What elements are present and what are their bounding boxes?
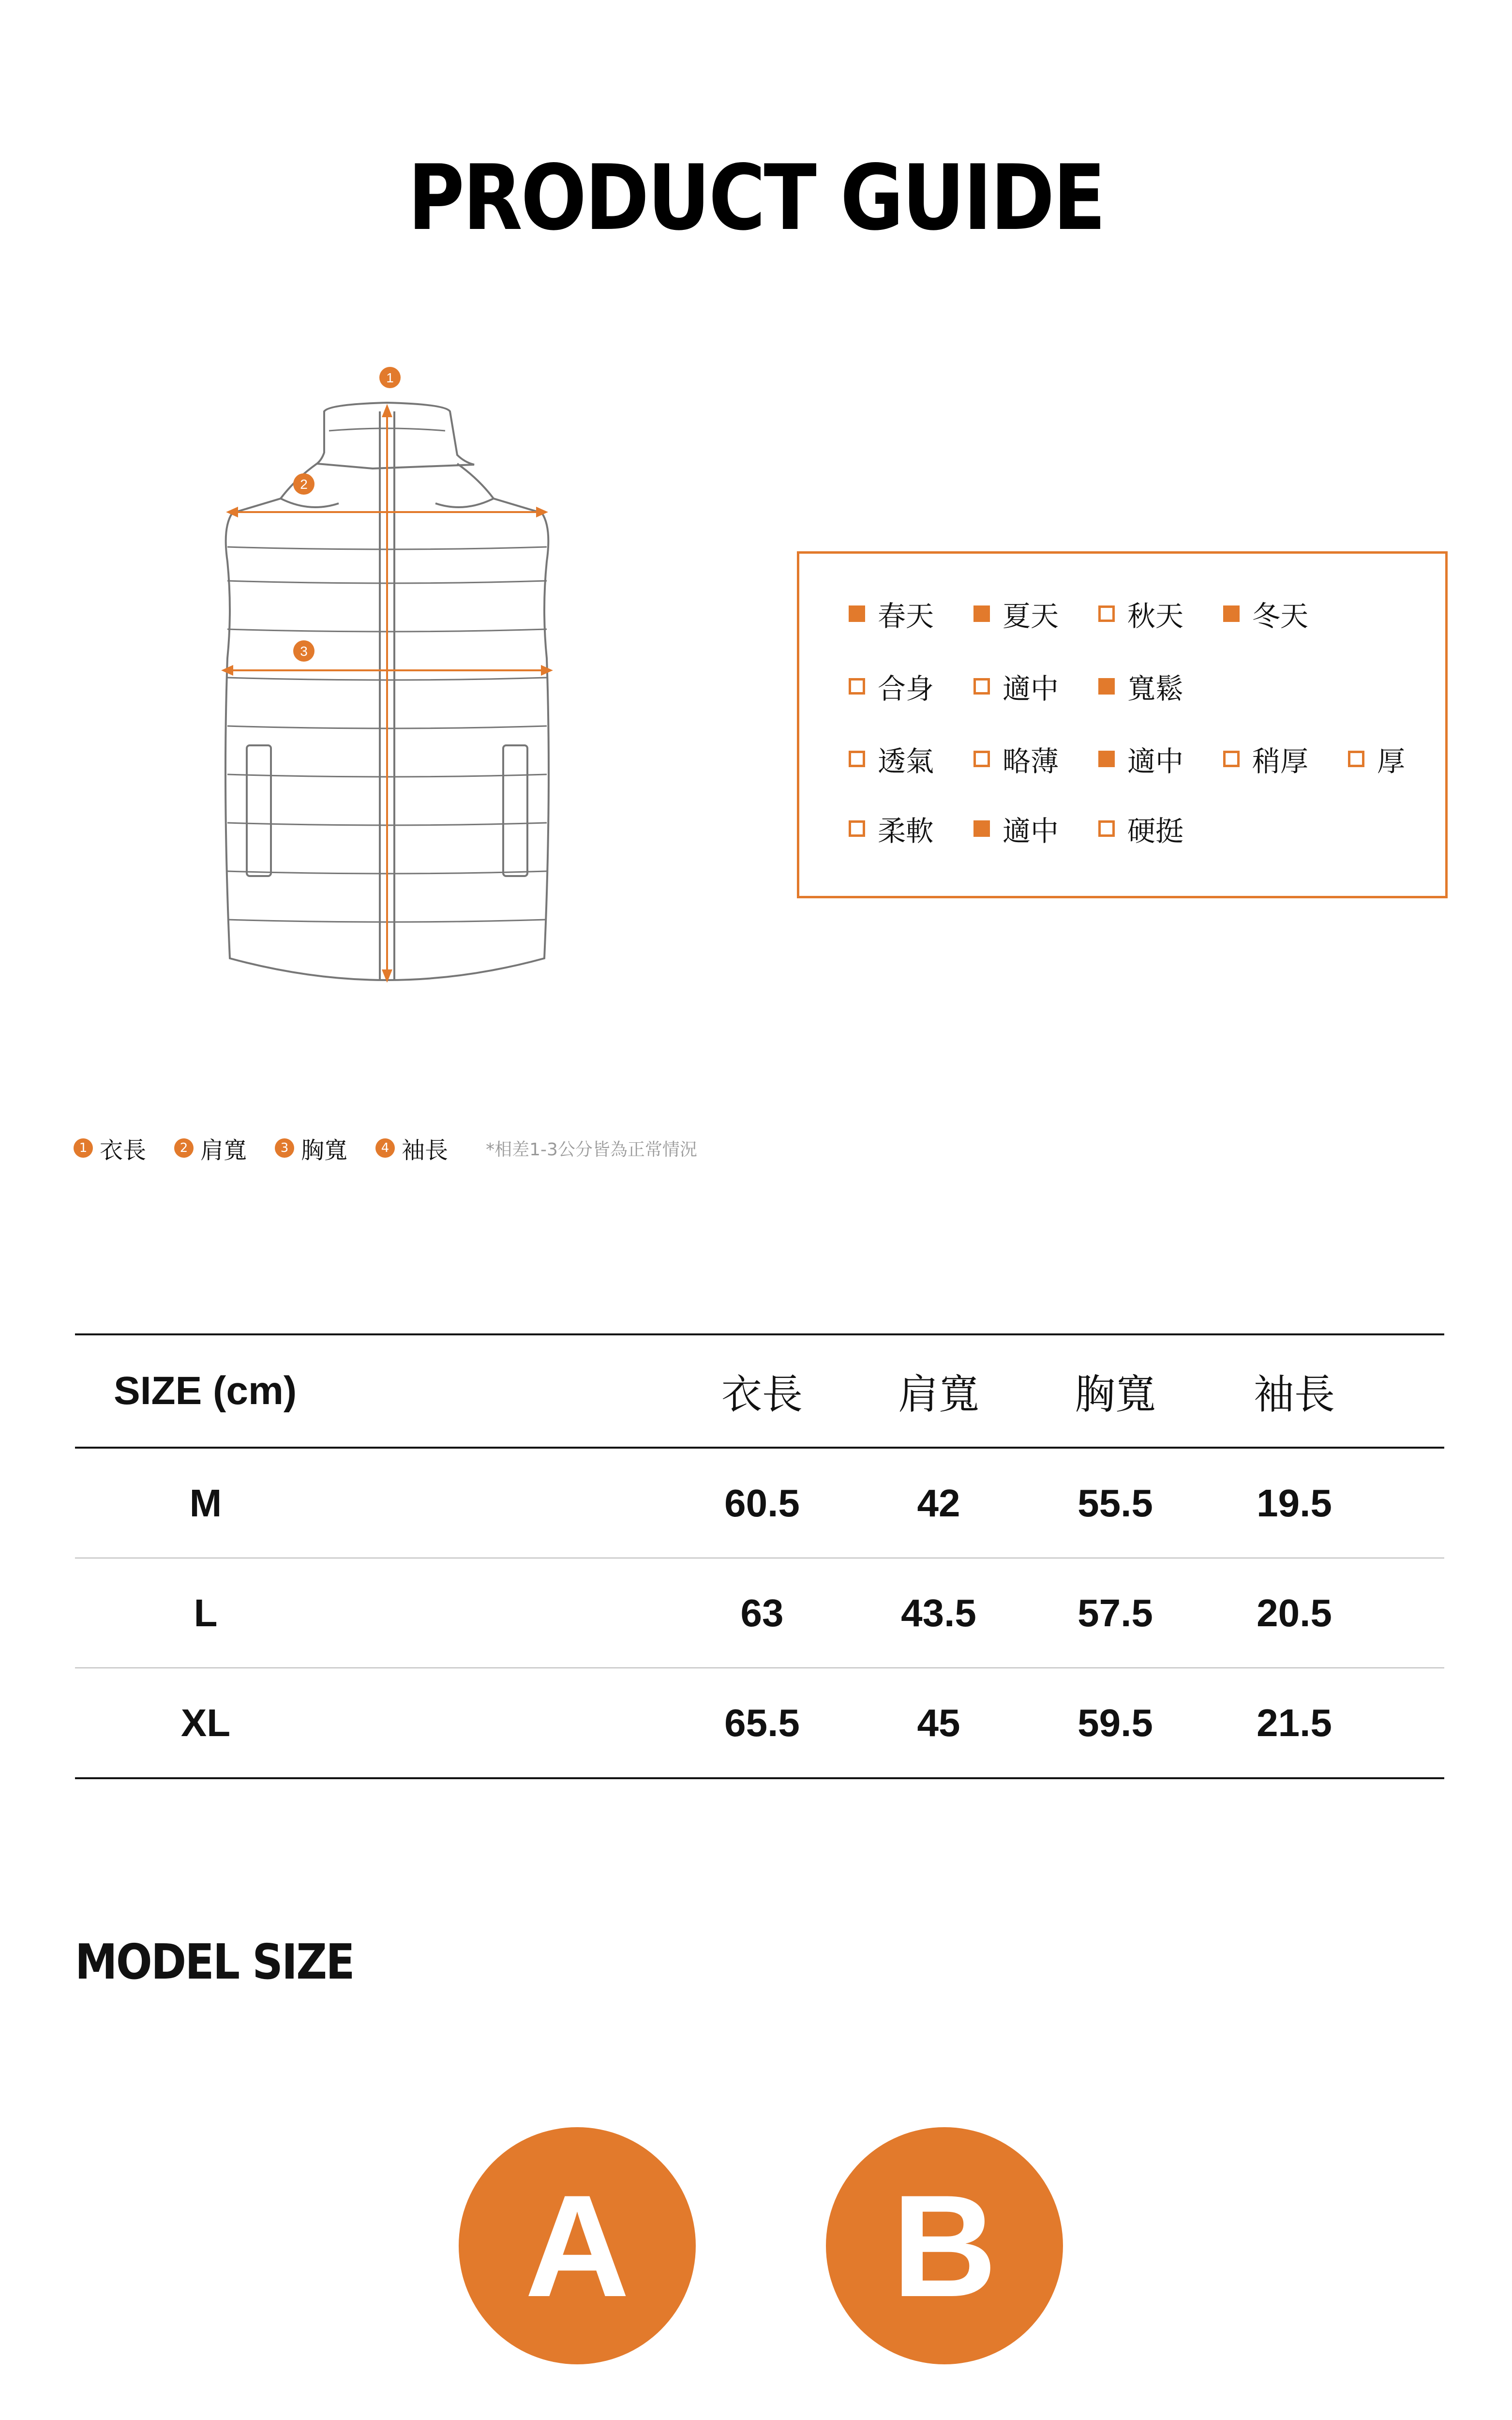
option-fit-loose <box>1098 666 1223 707</box>
option-label: 合身 <box>878 672 934 705</box>
option-label: 寬鬆 <box>1127 672 1184 705</box>
checkbox-empty <box>973 678 990 695</box>
checkbox-empty <box>973 751 990 767</box>
page-title: PRODUCT GUIDE <box>407 145 1105 250</box>
checkbox-filled <box>973 820 990 837</box>
table-header-row <box>75 1333 1444 1449</box>
tolerance-note: *相差1-3公分皆為正常情況 <box>486 1139 697 1160</box>
legend-number: 3 <box>275 1138 294 1158</box>
value-cell: 65.5 <box>724 1701 800 1744</box>
option-softness-medium <box>973 808 1098 849</box>
marker-1-label: 1 <box>386 370 394 385</box>
option-season-spring <box>849 593 973 634</box>
checkbox-empty <box>1223 751 1240 767</box>
value-cell: 20.5 <box>1257 1591 1332 1634</box>
marker-3-label: 3 <box>300 644 308 659</box>
value-cell: 57.5 <box>1078 1591 1153 1634</box>
model-b-badge: B <box>826 2127 1063 2364</box>
header-size: SIZE (cm) <box>114 1369 297 1413</box>
size-cell: XL <box>180 1701 231 1744</box>
option-label: 稍厚 <box>1252 745 1309 778</box>
measure-marker-2 <box>293 473 314 495</box>
size-cell: M <box>189 1481 222 1525</box>
option-label: 冬天 <box>1252 600 1309 633</box>
value-cell: 21.5 <box>1257 1701 1332 1744</box>
option-thickness-thick <box>1348 739 1411 779</box>
option-label: 夏天 <box>1003 600 1059 633</box>
option-label: 硬挺 <box>1127 815 1184 847</box>
legend-item-shoulder <box>174 1132 247 1165</box>
option-label: 秋天 <box>1127 600 1184 633</box>
option-label: 柔軟 <box>878 815 934 847</box>
option-label: 適中 <box>1003 815 1059 847</box>
option-season-summer <box>973 593 1098 634</box>
checkbox-empty <box>849 751 865 767</box>
value-cell: 43.5 <box>901 1591 976 1634</box>
header-sleeve: 袖長 <box>1253 1370 1335 1418</box>
checkbox-empty <box>1348 751 1364 767</box>
legend-label: 袖長 <box>402 1136 449 1164</box>
legend-label: 衣長 <box>100 1136 147 1164</box>
option-thickness-thin <box>973 739 1098 779</box>
measure-marker-1 <box>379 367 401 388</box>
option-season-autumn <box>1098 593 1223 634</box>
model-size-title: MODEL SIZE <box>75 1934 354 1990</box>
checkbox-filled <box>1098 751 1115 767</box>
option-thickness-thickish <box>1223 739 1348 779</box>
softness-row <box>849 809 1223 848</box>
value-cell: 60.5 <box>724 1481 800 1525</box>
option-softness-stiff <box>1098 808 1223 849</box>
option-thickness-medium <box>1098 739 1223 779</box>
option-label: 略薄 <box>1003 745 1059 778</box>
value-cell: 42 <box>917 1481 960 1525</box>
measurement-legend <box>74 1133 697 1164</box>
model-a-badge: A <box>459 2127 696 2364</box>
legend-number: 2 <box>174 1138 194 1158</box>
option-label: 適中 <box>1127 745 1184 778</box>
size-cell: L <box>194 1591 218 1634</box>
checkbox-filled <box>1098 678 1115 695</box>
option-softness-soft <box>849 808 973 849</box>
option-fit-slim <box>849 666 973 707</box>
checkbox-filled <box>973 605 990 622</box>
header-length: 衣長 <box>721 1370 803 1418</box>
option-label: 春天 <box>878 600 934 633</box>
thickness-row <box>849 740 1411 778</box>
checkbox-filled <box>1223 605 1240 622</box>
value-cell: 55.5 <box>1078 1481 1153 1525</box>
legend-label: 肩寬 <box>200 1136 247 1164</box>
legend-item-length <box>74 1132 146 1165</box>
value-cell: 59.5 <box>1078 1701 1153 1744</box>
legend-label: 胸寬 <box>301 1136 348 1164</box>
vest-diagram <box>213 358 581 997</box>
header-chest: 胸寬 <box>1074 1370 1156 1418</box>
checkbox-empty <box>849 678 865 695</box>
legend-item-sleeve <box>375 1132 448 1165</box>
header-shoulder: 肩寬 <box>898 1370 979 1418</box>
feature-panel <box>797 551 1448 898</box>
value-cell: 63 <box>740 1591 784 1634</box>
table-row <box>75 1558 1444 1668</box>
size-table <box>75 1333 1444 1779</box>
option-thickness-breathable <box>849 739 973 779</box>
marker-2-label: 2 <box>300 477 308 492</box>
checkbox-filled <box>849 605 865 622</box>
fit-row <box>849 667 1223 706</box>
option-label: 適中 <box>1003 672 1059 705</box>
season-row <box>849 594 1348 633</box>
table-row <box>75 1449 1444 1558</box>
legend-item-chest <box>275 1132 347 1165</box>
legend-number: 4 <box>375 1138 395 1158</box>
checkbox-empty <box>1098 605 1115 622</box>
value-cell: 19.5 <box>1257 1481 1332 1525</box>
measure-marker-3 <box>293 640 314 662</box>
legend-number: 1 <box>74 1138 93 1158</box>
value-cell: 45 <box>917 1701 960 1744</box>
option-label: 厚 <box>1377 745 1406 778</box>
option-fit-regular <box>973 666 1098 707</box>
checkbox-empty <box>1098 820 1115 837</box>
option-season-winter <box>1223 593 1348 634</box>
option-label: 透氣 <box>878 745 934 778</box>
checkbox-empty <box>849 820 865 837</box>
table-row <box>75 1668 1444 1779</box>
